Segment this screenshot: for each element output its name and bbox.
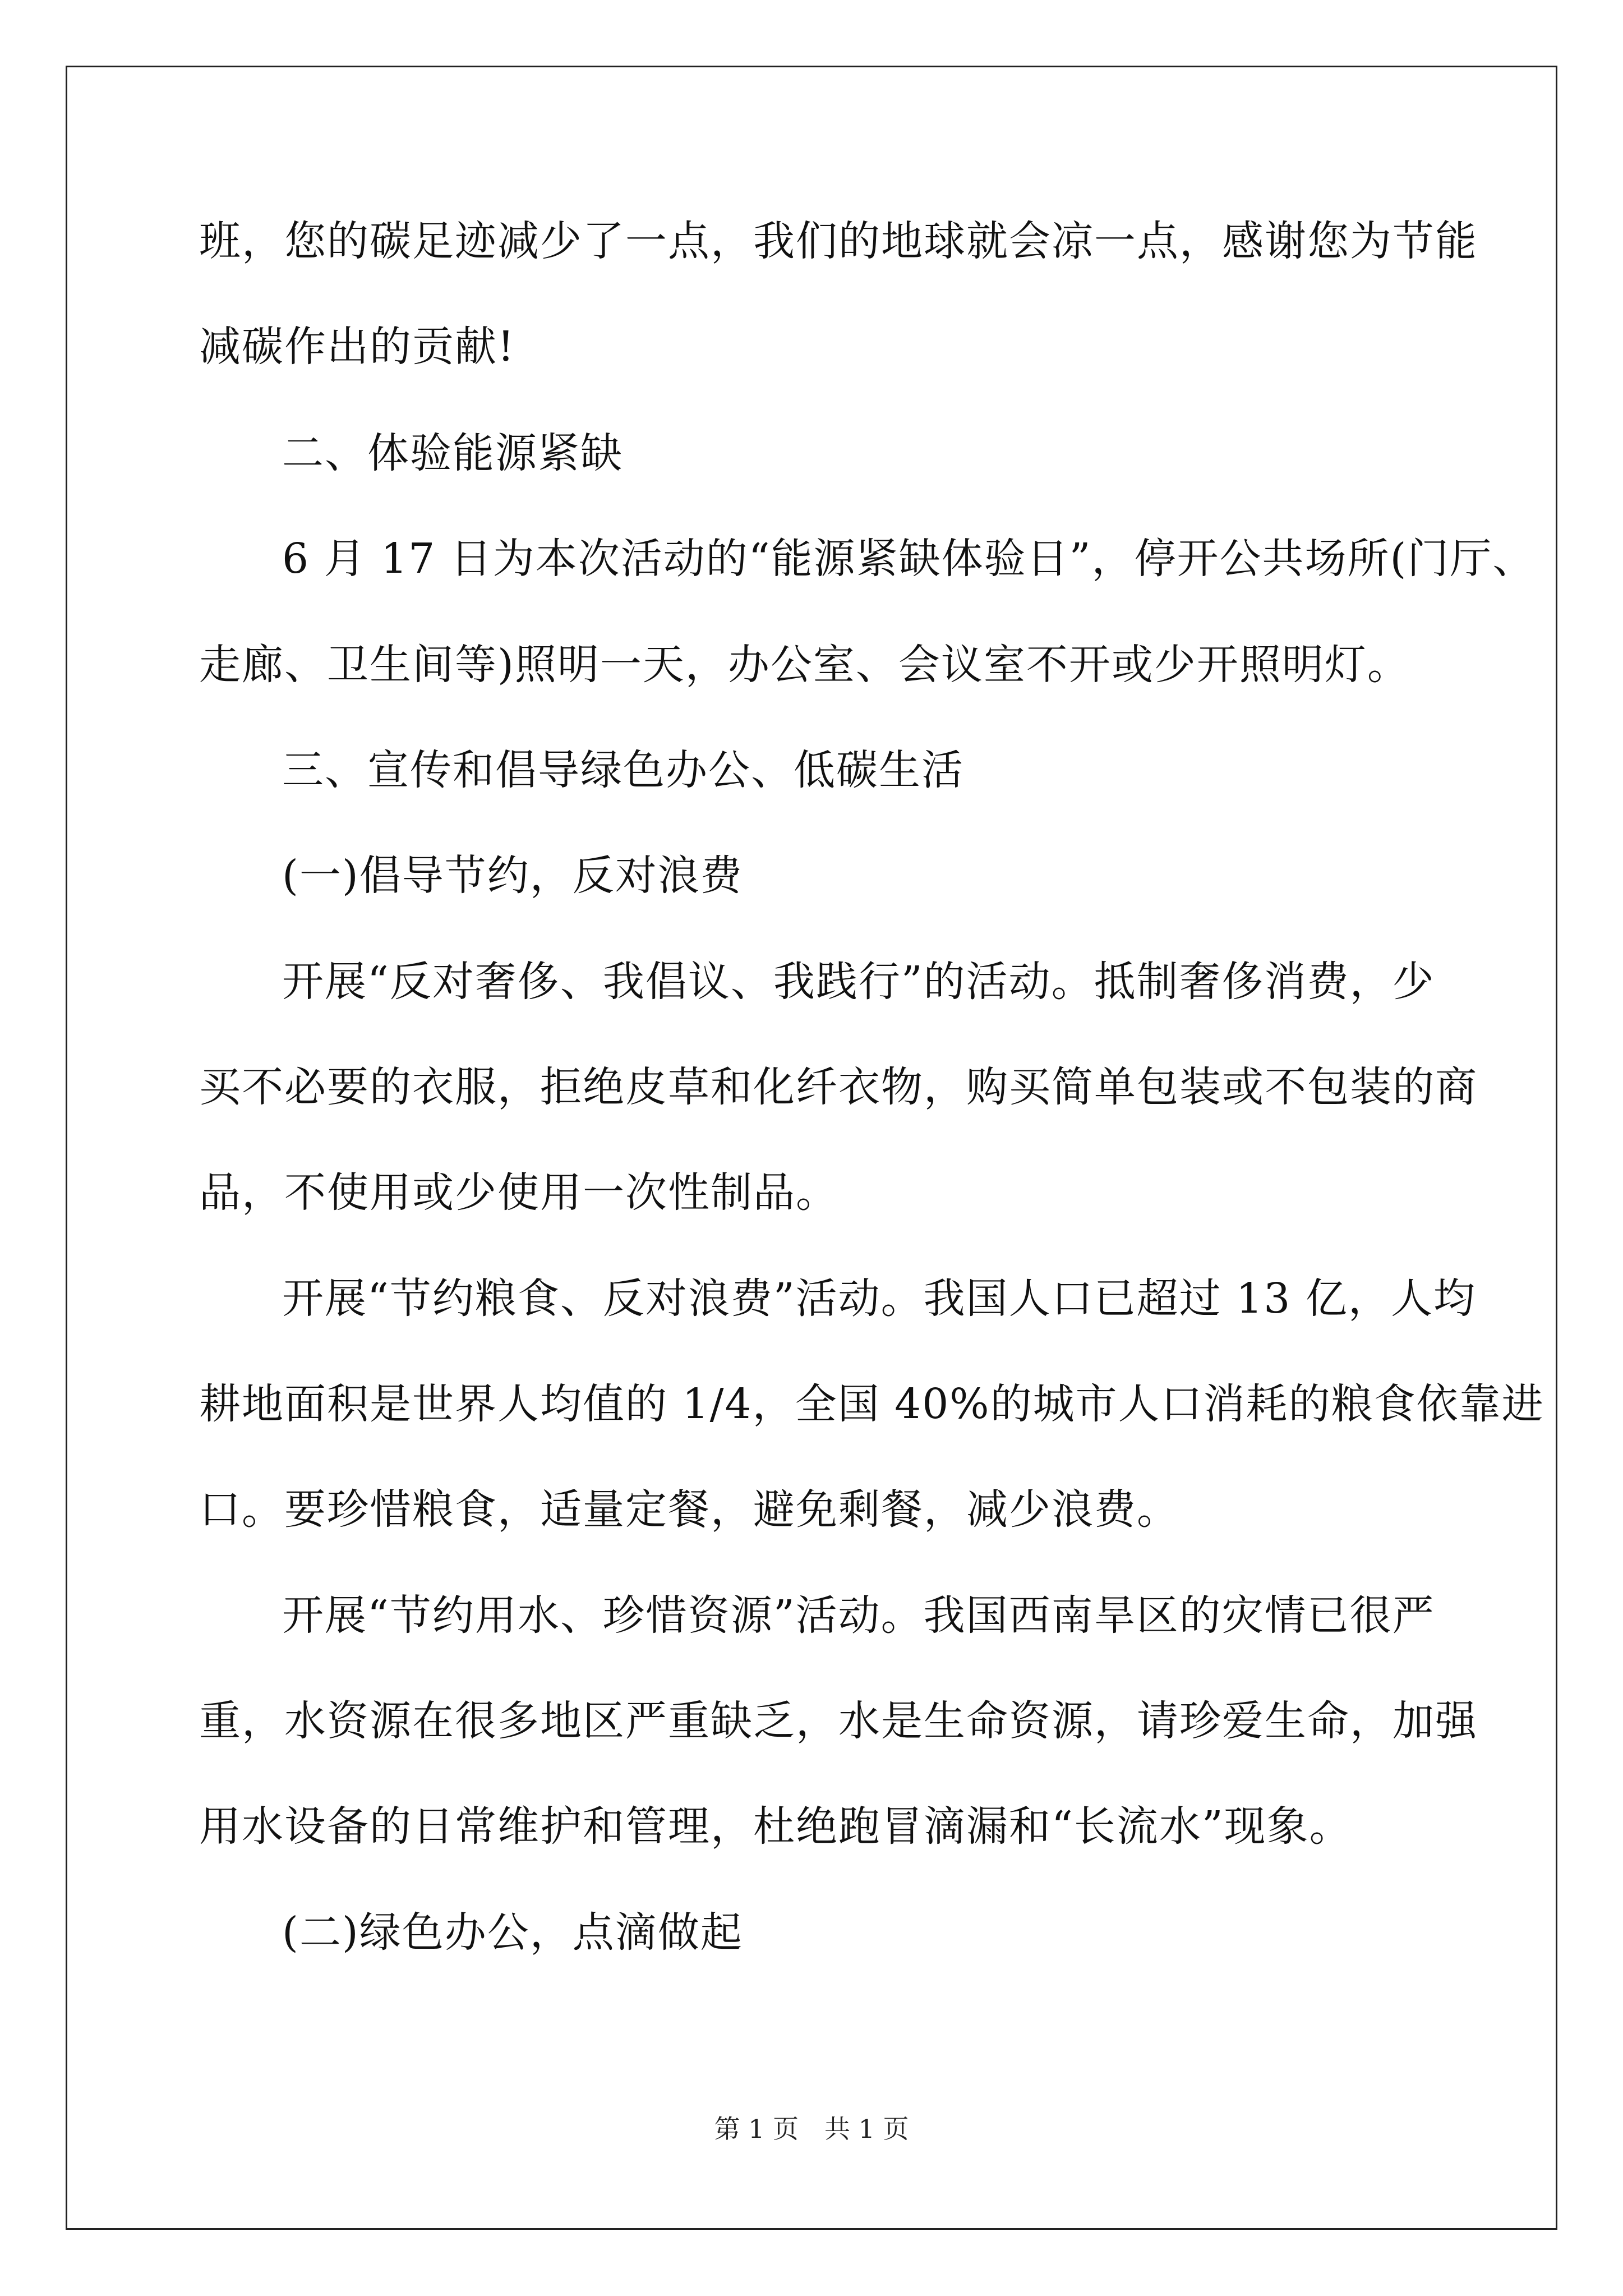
text-line: 重，水资源在很多地区严重缺乏，水是生命资源，请珍爱生命，加强 bbox=[199, 1697, 1478, 1745]
text-line: 品，不使用或少使用一次性制品。 bbox=[199, 1168, 838, 1217]
subsection-heading: (一)倡导节约，反对浪费 bbox=[282, 852, 743, 900]
page-footer: 第 1 页 共 1 页 bbox=[714, 2114, 909, 2144]
section-heading: 三、宣传和倡导绿色办公、低碳生活 bbox=[282, 746, 964, 794]
text-line: 买不必要的衣服，拒绝皮草和化纤衣物，购买简单包装或不包装的商 bbox=[199, 1063, 1478, 1111]
text-line: 开展“节约用水、珍惜资源”活动。我国西南旱区的灾情已很严 bbox=[282, 1591, 1435, 1640]
text-line: 用水设备的日常维护和管理，杜绝跑冒滴漏和“长流水”现象。 bbox=[199, 1802, 1352, 1851]
text-line: 口。要珍惜粮食，适量定餐，避免剩餐，减少浪费。 bbox=[199, 1485, 1179, 1534]
text-line: 开展“节约粮食、反对浪费”活动。我国人口已超过 13 亿，人均 bbox=[282, 1274, 1476, 1323]
text-line: 减碳作出的贡献! bbox=[199, 323, 515, 371]
text-line: 开展“反对奢侈、我倡议、我践行”的活动。抵制奢侈消费，少 bbox=[282, 958, 1435, 1006]
text-line: 走廊、卫生间等)照明一天，办公室、会议室不开或少开照明灯。 bbox=[199, 641, 1410, 689]
subsection-heading: (二)绿色办公，点滴做起 bbox=[282, 1908, 743, 1957]
text-line: 耕地面积是世界人均值的 1/4，全国 40%的城市人口消耗的粮食依靠进 bbox=[199, 1380, 1544, 1428]
text-line: 班，您的碳足迹减少了一点，我们的地球就会凉一点，感谢您为节能 bbox=[199, 217, 1478, 265]
section-heading: 二、体验能源紧缺 bbox=[282, 429, 623, 477]
text-line: 6 月 17 日为本次活动的“能源紧缺体验日”，停开公共场所(门厅、 bbox=[282, 535, 1536, 583]
